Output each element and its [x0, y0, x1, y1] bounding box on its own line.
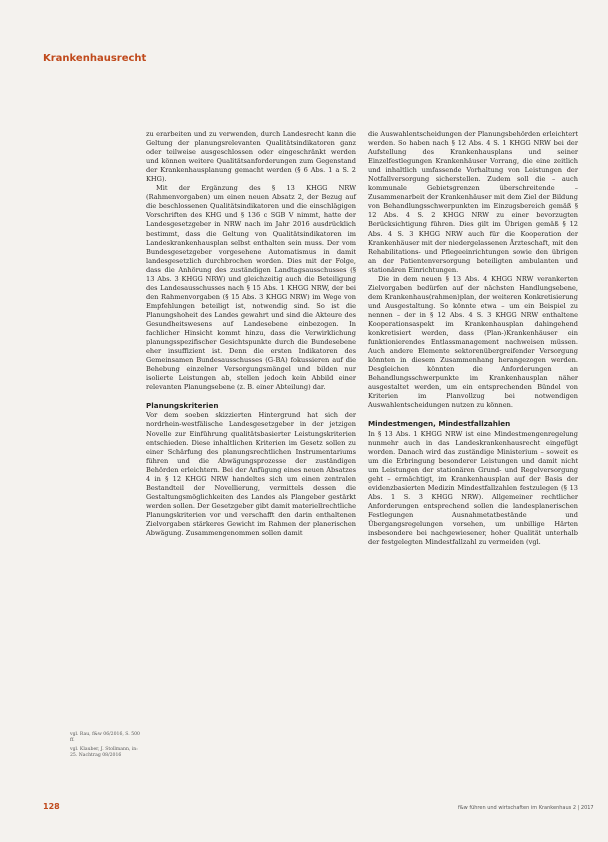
paragraph: zu erarbeiten und zu verwenden, durch Landesrecht kann die Geltung der planungsrelevanten Qualitätsindikatoren ganz oder teilweise ausgeschlossen oder eingeschränkt werden und können weitere Qualitätsanforderungen zum Gegenstand der Krankenhausplanung gemacht werden (§ 6 Abs. 1 a S. 2 KHG). [146, 130, 356, 184]
page-number: 128 [43, 802, 60, 811]
subheading-planungskriterien: Planungskriterien [146, 401, 219, 411]
paragraph: Vor dem soeben skizzierten Hintergrund hat sich der nordrhein-westfälische Landesgesetzgeber in der jetzigen Novelle zur Einführung qualitätsbasierter Leistungskriterien entschieden. Diese inhaltlichen Kriterien im Gesetz sollen zu einer Schärfung des planungsrechtlichen Instrumentariums führen und die Abwägungsprozesse der zuständigen Behörden erleichtern. Bei der Anfügung eines neuen Absatzes 4 in § 12 KHGG NRW handeltes sich um einen zentralen Bestandteil der Novellierung, vermittels dessen die Gestaltungsmöglichkeiten des Landes als Plangeber gestärkt werden sollen. Der Gesetzgeber gibt damit materiellrechtliche Planungskriterien vor und verschafft den darin enthaltenen Zielvorgaben stärkeres Gewicht im Rahmen der planerischen Abwägung. Zusammengenommen sollen damit [146, 411, 356, 538]
section-header: Krankenhausrecht [43, 53, 147, 64]
paragraph: Mit der Ergänzung des § 13 KHGG NRW (Rahmenvorgaben) um einen neuen Absatz 2, der Bezug auf die beschlossenen Qualitätsindikatoren und die einschlägigen Vorschriften des KHG und § 136 c SGB V nimmt, hatte der Landesgesetzgeber in NRW nach im Jahr 2016 ausdrücklich bestimmt, dass die Geltung von Qualitätsindikatoren im Landeskrankenhausplan selbst enthalten sein muss. Der vom Bundesgesetzgeber vorgesehene Automatismus in damit landesgesetzlich durchbrochen worden. Dies mit der Folge, dass die Anhörung des zuständigen Landtagsausschusses (§ 13 Abs. 3 KHGG NRW) und gleichzeitig auch die Beteiligung des Landesausschusses nach § 15 Abs. 1 KHGG NRW, der bei den Rahmenvorgaben (§ 15 Abs. 3 KHGG NRW) im Wege von Empfehlungen beteiligt ist, notwendig sind. So ist die Planungshoheit des Landes gewahrt und sind die Akteure des Gesundheitswesens auf Landesebene einbezogen. In fachlicher Hinsicht kommt hinzu, dass die Verwirklichung planungsspezifischer Gesichtspunkte durch die Bundesebene eher insuffizient ist. Denn die ersten Indikatoren des Gemeinsamen Bundesausschusses (G-BA) fokussieren auf die Behebung einzelner Versorgungsmängel und bilden nur isolierte Leistungen ab, stellen jedoch kein Abbild einer relevanten Planungsebene (z. B. einer Abteilung) dar. [146, 184, 356, 392]
left-column [146, 130, 356, 538]
paragraph: In § 13 Abs. 1 KHGG NRW ist eine Mindestmengenregelung nunmehr auch in das Landeskrankenhausrecht eingefügt worden. Danach wird das zuständige Ministerium – soweit es um die Erbringung besonderer Leistungen und damit nicht um Leistungen der stationären Grund- und Regelversorgung geht – ermächtigt, im Krankenhausplan auf der Basis der evidenzbasierten Medizin Mindestfallzahlen festzulegen (§ 13 Abs. 1 S. 3 KHGG NRW). Allgemeiner rechtlicher Anforderungen entsprechend sollen die landesplanerischen Festlegungen Ausnahmetatbestände und Übergangsregelungen vorsehen, um unbillige Härten insbesondere bei nachgewiesener, hoher Qualität unterhalb der festgelegten Mindestfallzahl zu vermeiden (vgl. [368, 429, 578, 547]
subheading-mindestmengen: Mindestmengen, Mindestfallzahlen [368, 419, 511, 429]
footnote: vgl. Rau, f&w 06/2016, S. 500 ff. [70, 732, 140, 744]
journal-footer: f&w führen und wirtschaften im Krankenhaus 2 | 2017 [458, 805, 594, 811]
footnote: vgl. Klauber, J. Stollmann, in: 25. Nachtrag 08/2016 [70, 746, 138, 759]
right-column [368, 130, 578, 547]
paragraph: Die in dem neuen § 13 Abs. 4 KHGG NRW verankerten Zielvorgaben bedürfen auf der nächsten Handlungsebene, dem Krankenhaus(rahmen)plan, der weiteren Konkretisierung und Ausgestaltung. So könnte etwa – um ein Beispiel zu nennen – der in § 12 Abs. 4 S. 3 KHGG NRW enthaltene Kooperationsaspekt im Krankenhausplan dahingehend konkretisiert werden, dass (Plan-)Krankenhäuser ein funktionierendes Entlassmanagement nachweisen müssen. Auch andere Elemente sektorenübergreifender Versorgung könnten in diesem Zusammenhang herangezogen werden. Desgleichen könnten die Anforderungen an Behandlungsschwerpunkte im Krankenhausplan näher ausgestaltet werden, um ein entsprechenden Bündel von Kriterien im Planvollzug bei notwendigen Auswahlentscheidungen nutzen zu können. [368, 274, 578, 410]
footnotes [70, 732, 140, 762]
paragraph: die Auswahlentscheidungen der Planungsbehörden erleichtert werden. So haben nach § 12 Abs. 4 S. 1 KHGG NRW bei der Aufstellung des Krankenhausplans und seiner Einzelfestlegungen Krankenhäuser Vorrang, die eine zeitlich und inhaltlich umfassende Vorhaltung von Leistungen der Notfallversorgung sicherstellen. Zudem soll die – auch kommunale Gebietsgrenzen überschreitende – Zusammenarbeit der Krankenhäuser mit dem Ziel der Bildung von Behandlungsschwerpunkten im Einzugsbereich gemäß § 12 Abs. 4 S. 2 KHGG NRW zu einer bevorzugten Berücksichtigung führen. Dies gilt im Übrigen gemäß § 12 Abs. 4 S. 3 KHGG NRW auch für die Kooperation der Krankenhäuser mit der niedergelassenen Ärzteschaft, mit den Rehabilitations- und Pflegeeinrichtungen sowie den übrigen an der Patientenversorgung beteiligten ambulanten und stationären Einrichtungen. [368, 130, 578, 274]
